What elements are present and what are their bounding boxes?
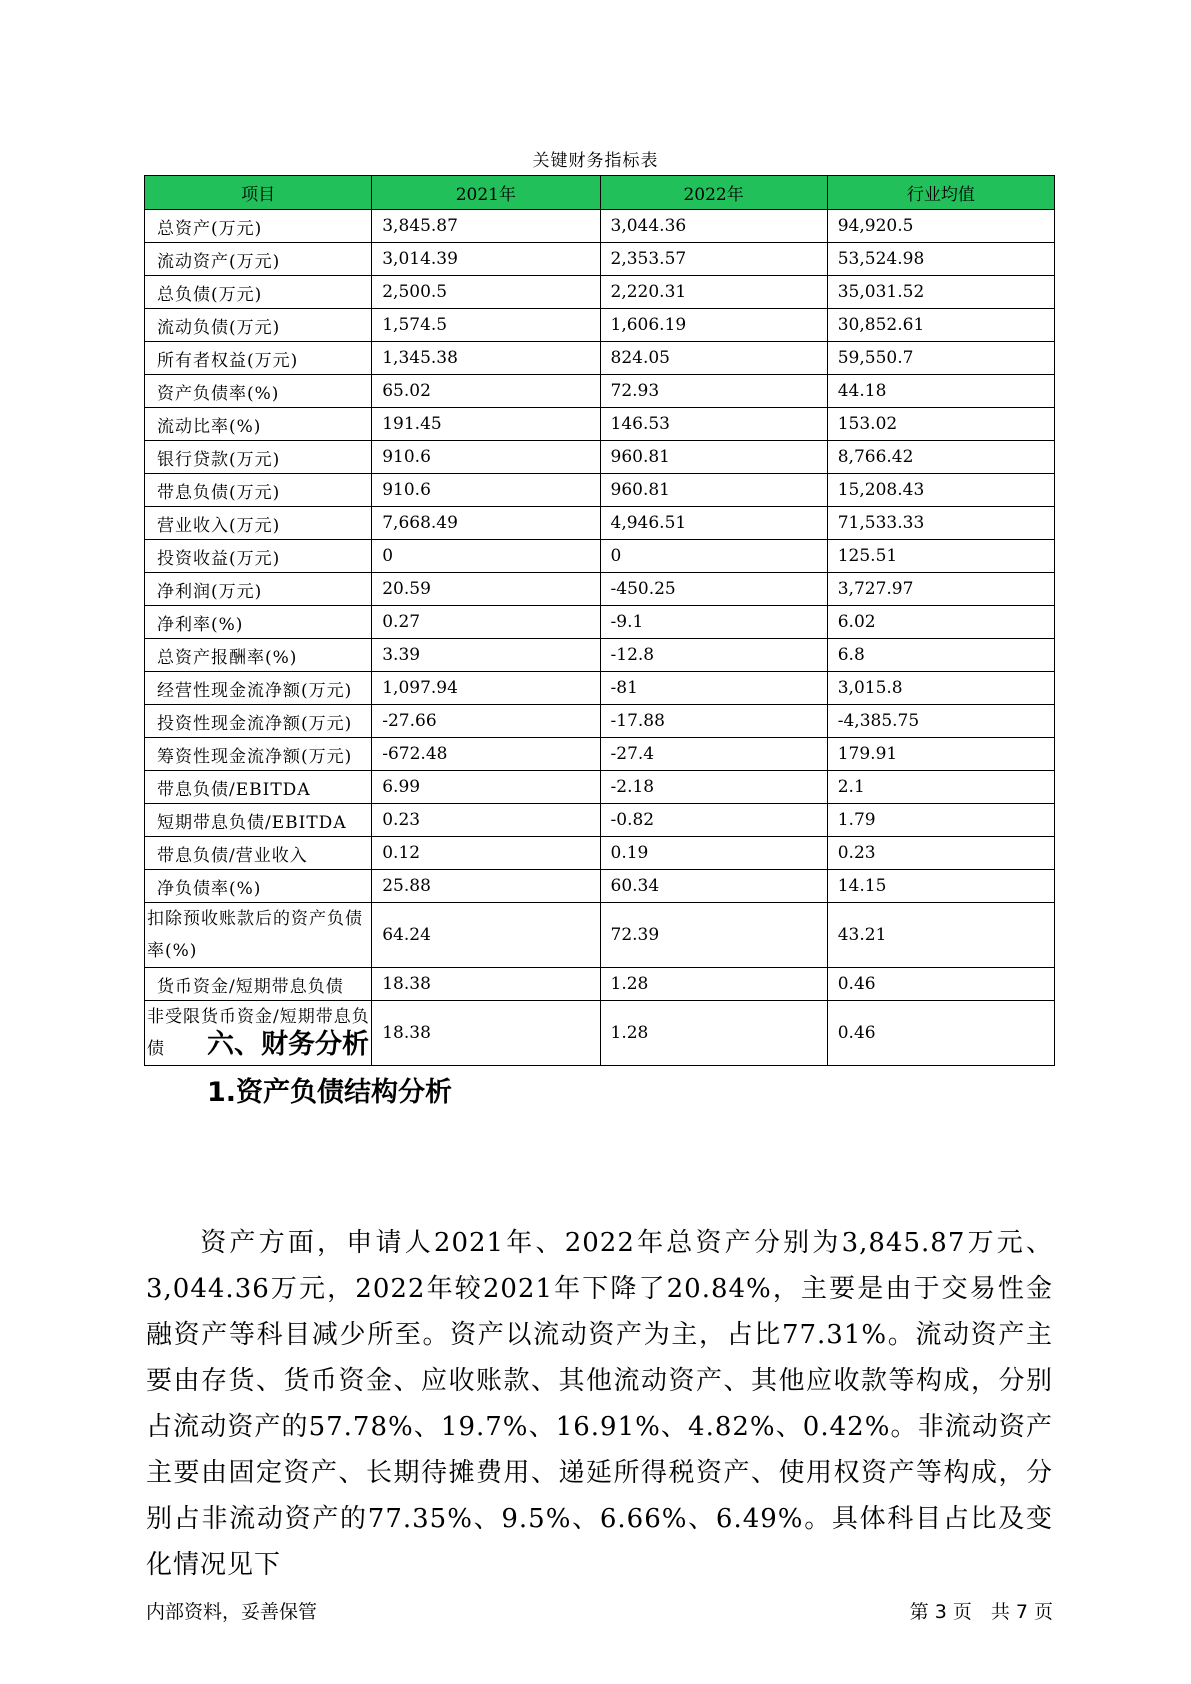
value-cell: 0.23: [827, 837, 1054, 870]
value-cell: 191.45: [372, 408, 600, 441]
value-cell: 6.02: [827, 606, 1054, 639]
analysis-paragraph: [146, 1220, 1053, 1588]
header-2022: 2022年: [600, 176, 827, 210]
header-item: 项目: [145, 176, 372, 210]
row-label-cell: 短期带息负债/EBITDA: [145, 804, 372, 837]
value-cell: -81: [600, 672, 827, 705]
row-label-cell: 投资性现金流净额(万元): [145, 705, 372, 738]
row-label-cell: 流动比率(%): [145, 408, 372, 441]
table-row: [145, 870, 1055, 903]
row-label-cell: 流动资产(万元): [145, 243, 372, 276]
value-cell: 824.05: [600, 342, 827, 375]
table-row: [145, 672, 1055, 705]
value-cell: 1.28: [600, 968, 827, 1001]
value-cell: 179.91: [827, 738, 1054, 771]
row-label-cell: 带息负债(万元): [145, 474, 372, 507]
value-cell: -2.18: [600, 771, 827, 804]
row-label-cell: 筹资性现金流净额(万元): [145, 738, 372, 771]
value-cell: 0.19: [600, 837, 827, 870]
value-cell: 0.27: [372, 606, 600, 639]
value-cell: 0: [372, 540, 600, 573]
value-cell: 72.93: [600, 375, 827, 408]
row-label-cell: 投资收益(万元): [145, 540, 372, 573]
row-label-cell: 总资产报酬率(%): [145, 639, 372, 672]
value-cell: 43.21: [827, 903, 1054, 968]
row-label-cell: 净负债率(%): [145, 870, 372, 903]
table-row: [145, 309, 1055, 342]
table-row: [145, 738, 1055, 771]
value-cell: 44.18: [827, 375, 1054, 408]
value-cell: 18.38: [372, 968, 600, 1001]
table-caption: 关键财务指标表: [532, 151, 659, 171]
row-label-cell: 净利率(%): [145, 606, 372, 639]
value-cell: 7,668.49: [372, 507, 600, 540]
value-cell: 3,015.8: [827, 672, 1054, 705]
value-cell: 1.79: [827, 804, 1054, 837]
footer-confidential-note: 内部资料，妥善保管: [146, 1601, 318, 1623]
value-cell: 6.8: [827, 639, 1054, 672]
value-cell: 1,345.38: [372, 342, 600, 375]
value-cell: 20.59: [372, 573, 600, 606]
value-cell: 6.99: [372, 771, 600, 804]
table-row: [145, 573, 1055, 606]
value-cell: 4,946.51: [600, 507, 827, 540]
row-label-cell: 净利润(万元): [145, 573, 372, 606]
value-cell: 910.6: [372, 441, 600, 474]
value-cell: 3.39: [372, 639, 600, 672]
value-cell: -27.66: [372, 705, 600, 738]
value-cell: -12.8: [600, 639, 827, 672]
value-cell: 94,920.5: [827, 210, 1054, 243]
value-cell: 3,727.97: [827, 573, 1054, 606]
table-row: [145, 837, 1055, 870]
value-cell: 0.12: [372, 837, 600, 870]
subsection-heading: 1.资产负债结构分析: [207, 1077, 453, 1108]
value-cell: 153.02: [827, 408, 1054, 441]
value-cell: 64.24: [372, 903, 600, 968]
value-cell: 0.46: [827, 1001, 1054, 1066]
value-cell: 2,353.57: [600, 243, 827, 276]
value-cell: 8,766.42: [827, 441, 1054, 474]
table-row: [145, 243, 1055, 276]
row-label-cell: 银行贷款(万元): [145, 441, 372, 474]
value-cell: 1,574.5: [372, 309, 600, 342]
value-cell: 2,220.31: [600, 276, 827, 309]
value-cell: 910.6: [372, 474, 600, 507]
row-label-cell: 扣除预收账款后的资产负债率(%): [145, 903, 372, 968]
value-cell: 1,097.94: [372, 672, 600, 705]
value-cell: 14.15: [827, 870, 1054, 903]
value-cell: 72.39: [600, 903, 827, 968]
value-cell: 3,845.87: [372, 210, 600, 243]
value-cell: -17.88: [600, 705, 827, 738]
table-row: [145, 507, 1055, 540]
value-cell: 125.51: [827, 540, 1054, 573]
table-header-row: [145, 176, 1055, 210]
value-cell: 25.88: [372, 870, 600, 903]
row-label-cell: 总负债(万元): [145, 276, 372, 309]
row-label-cell: 非受限货币资金/短期带息负债: [145, 1001, 372, 1066]
value-cell: 60.34: [600, 870, 827, 903]
value-cell: 960.81: [600, 441, 827, 474]
table-row: [145, 705, 1055, 738]
value-cell: 71,533.33: [827, 507, 1054, 540]
table-row: [145, 408, 1055, 441]
table-row: [145, 606, 1055, 639]
table-row: [145, 639, 1055, 672]
row-label-cell: 带息负债/EBITDA: [145, 771, 372, 804]
financial-indicators-table: [144, 175, 1055, 1066]
table-row: [145, 804, 1055, 837]
table-row: [145, 210, 1055, 243]
footer-page-number: 第 3 页 共 7 页: [909, 1601, 1053, 1623]
value-cell: 3,014.39: [372, 243, 600, 276]
table-row: [145, 375, 1055, 408]
value-cell: -450.25: [600, 573, 827, 606]
row-label-cell: 带息负债/营业收入: [145, 837, 372, 870]
value-cell: 960.81: [600, 474, 827, 507]
value-cell: 2.1: [827, 771, 1054, 804]
table-row: [145, 276, 1055, 309]
value-cell: 1.28: [600, 1001, 827, 1066]
value-cell: 35,031.52: [827, 276, 1054, 309]
value-cell: 0.23: [372, 804, 600, 837]
value-cell: -4,385.75: [827, 705, 1054, 738]
value-cell: 3,044.36: [600, 210, 827, 243]
table-row: [145, 342, 1055, 375]
value-cell: -9.1: [600, 606, 827, 639]
row-label-cell: 经营性现金流净额(万元): [145, 672, 372, 705]
value-cell: 146.53: [600, 408, 827, 441]
header-industry-average: 行业均值: [827, 176, 1054, 210]
row-label-cell: 营业收入(万元): [145, 507, 372, 540]
value-cell: 15,208.43: [827, 474, 1054, 507]
row-label-cell: 总资产(万元): [145, 210, 372, 243]
value-cell: 59,550.7: [827, 342, 1054, 375]
value-cell: 65.02: [372, 375, 600, 408]
table-row: [145, 903, 1055, 968]
value-cell: 18.38: [372, 1001, 600, 1066]
value-cell: -0.82: [600, 804, 827, 837]
value-cell: 2,500.5: [372, 276, 600, 309]
analysis-paragraph-text: 资产方面，申请人2021年、2022年总资产分别为3,845.87万元、3,044.36万元，2022年较2021年下降了20.84%，主要是由于交易性金融资产等科目减少所至。资产以流动资产为主，占比77.31%。流动资产主要由存货、货币资金、应收账款、其他流动资产、其他应收款等构成，分别占流动资产的57.78%、19.7%、16.91%、4.82%、0.42%。非流动资产主要由固定资产、长期待摊费用、递延所得税资产、使用权资产等构成，分别占非流动资产的77.35%、9.5%、6.66%、6.49%。具体科目占比及变化情况见下: [146, 1228, 1053, 1580]
row-label-cell: 货币资金/短期带息负债: [145, 968, 372, 1001]
table-row: [145, 540, 1055, 573]
row-label-cell: 资产负债率(%): [145, 375, 372, 408]
value-cell: 53,524.98: [827, 243, 1054, 276]
header-2021: 2021年: [372, 176, 600, 210]
value-cell: 0: [600, 540, 827, 573]
table-row: [145, 968, 1055, 1001]
section-heading: 六、财务分析: [207, 1029, 369, 1060]
table-row: [145, 771, 1055, 804]
value-cell: 0.46: [827, 968, 1054, 1001]
value-cell: 1,606.19: [600, 309, 827, 342]
row-label-cell: 流动负债(万元): [145, 309, 372, 342]
row-label-cell: 所有者权益(万元): [145, 342, 372, 375]
value-cell: -27.4: [600, 738, 827, 771]
table-row: [145, 441, 1055, 474]
table-row: [145, 474, 1055, 507]
value-cell: 30,852.61: [827, 309, 1054, 342]
value-cell: -672.48: [372, 738, 600, 771]
